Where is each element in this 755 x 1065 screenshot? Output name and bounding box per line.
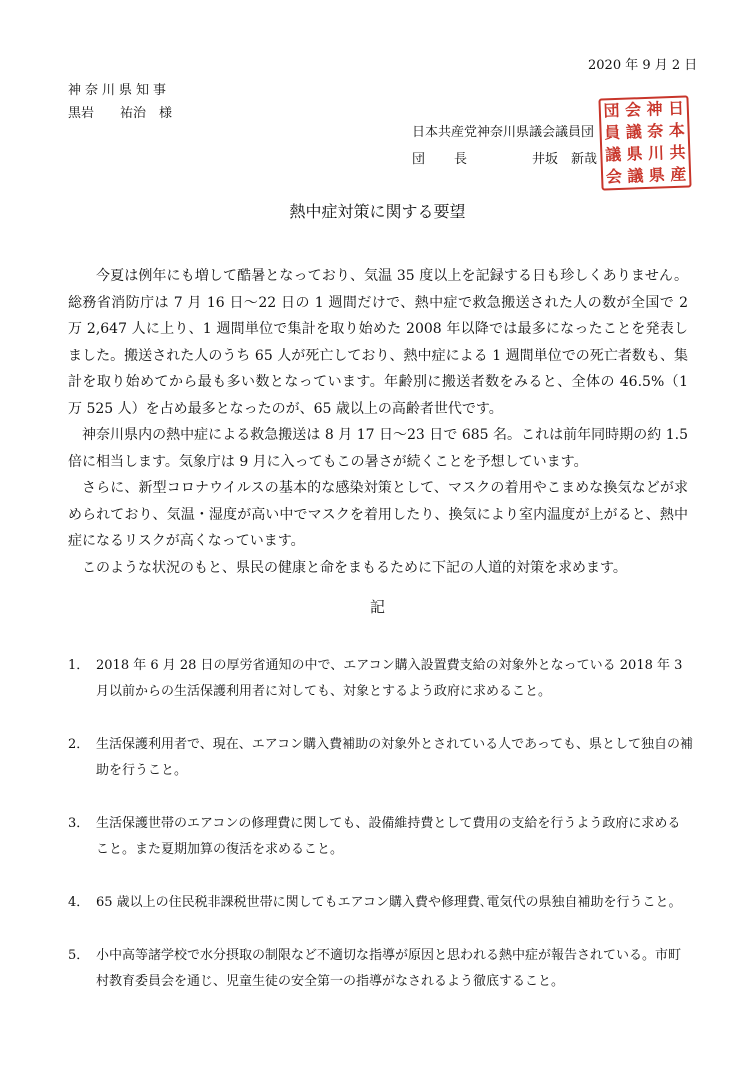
sender-role: 団 長 xyxy=(412,152,476,167)
seal-character: 会 xyxy=(605,166,623,187)
seal-character: 議 xyxy=(604,144,622,165)
seal-character: 議 xyxy=(625,122,643,142)
request-number: 1． xyxy=(68,658,90,673)
request-item xyxy=(68,653,693,705)
ki-heading: 記 xyxy=(369,598,385,616)
seal-character: 奈 xyxy=(646,121,664,141)
body-text xyxy=(68,263,688,581)
body-paragraph: このような状況のもと、県民の健康と命をまもるために下記の人道的対策を求めます。 xyxy=(82,559,627,576)
request-text: 生活保護世帯のエアコンの修理費に関しても、設備維持費として費用の支給を行うよう政府に求めること。また夏期加算の復活を求めること。 xyxy=(96,816,681,857)
sender-organization: 日本共産党神奈川県議会議員団 xyxy=(412,125,595,140)
seal-character: 団 xyxy=(603,100,620,121)
seal-character: 川 xyxy=(647,143,665,163)
sender-name: 井坂 新哉 xyxy=(532,152,598,167)
seal-character: 産 xyxy=(670,164,687,185)
seal-character: 本 xyxy=(668,120,686,141)
request-item xyxy=(68,732,693,784)
seal-character: 日 xyxy=(667,98,685,119)
request-text: 65 歳以上の住民税非課税世帯に関してもエアコン購入費や修理費､電気代の県独自補助を行うこと。 xyxy=(96,895,682,910)
seal-character: 共 xyxy=(669,142,686,163)
request-text: 生活保護利用者で、現在、エアコン購入費補助の対象外とされている人であっても、県として独自の補助を行うこと。 xyxy=(96,737,693,778)
seal-character: 神 xyxy=(646,99,663,119)
document-date: 2020 年 9 月 2 日 xyxy=(588,58,698,73)
seal-character: 県 xyxy=(626,144,643,164)
document-title: 熱中症対策に関する要望 xyxy=(289,202,466,221)
recipient-name: 黒岩 祐治 様 xyxy=(68,106,173,121)
seal-character: 員 xyxy=(604,122,621,143)
request-number: 2． xyxy=(68,737,90,752)
body-paragraph: さらに、新型コロナウイルスの基本的な感染対策として、マスクの着用やこまめな換気などが求められており、気温・湿度が高い中でマスクを着用したり、換気により室内温度が上がると、熱中症になるリスクが高くなっています。 xyxy=(68,480,688,549)
request-list xyxy=(68,653,693,1022)
request-number: 3． xyxy=(68,816,90,831)
body-paragraph: 神奈川県内の熱中症による救急搬送は 8 月 17 日～23 日で 685 名。これは前年同時期の約 1.5 倍に相当します。気象庁は 9 月に入ってもこの暑さが続くことを予想しています。 xyxy=(68,427,688,470)
seal-character: 会 xyxy=(624,100,642,120)
request-item xyxy=(68,811,693,863)
sender-line xyxy=(412,148,598,167)
request-text: 小中高等諸学校で水分摂取の制限など不適切な指導が原因と思われる熱中症が報告されている。市町村教育委員会を通じ、児童生徒の安全第一の指導がなされるよう徹底すること。 xyxy=(96,948,682,989)
request-item xyxy=(68,943,693,995)
request-number: 5． xyxy=(68,948,90,963)
request-text: 2018 年 6 月 28 日の厚労省通知の中で、エアコン購入設置費支給の対象外となっている 2018 年 3 月以前からの生活保護利用者に対しても、対象とするよう政府に求めること。 xyxy=(96,658,683,699)
body-paragraph: 今夏は例年にも増して酷暑となっており、気温 35 度以上を記録する日も珍しくありません。総務省消防庁は 7 月 16 日～22 日の 1 週間だけで、熱中症で救急搬送された人の数が全国で 2 万 2,647 人に上り、1 週間単位で集計を取り始めた 2008 年以降では最多になったことを発表しました。搬送された人のうち 65 人が死亡しており、熱中症による 1 週間単位での死亡者数も、集計を取り始めてから最も多い数となっています。年齢別に搬送者数をみると、全体の 46.5%（1 万 525 人）を占め最多となったのが、65 歳以上の高齢者世代です。 xyxy=(68,268,688,417)
official-seal xyxy=(598,95,691,190)
seal-character: 県 xyxy=(648,165,666,185)
seal-character: 議 xyxy=(627,166,644,186)
recipient-title: 神奈川県知事 xyxy=(68,83,171,98)
request-item xyxy=(68,890,693,916)
request-number: 4． xyxy=(68,895,90,910)
